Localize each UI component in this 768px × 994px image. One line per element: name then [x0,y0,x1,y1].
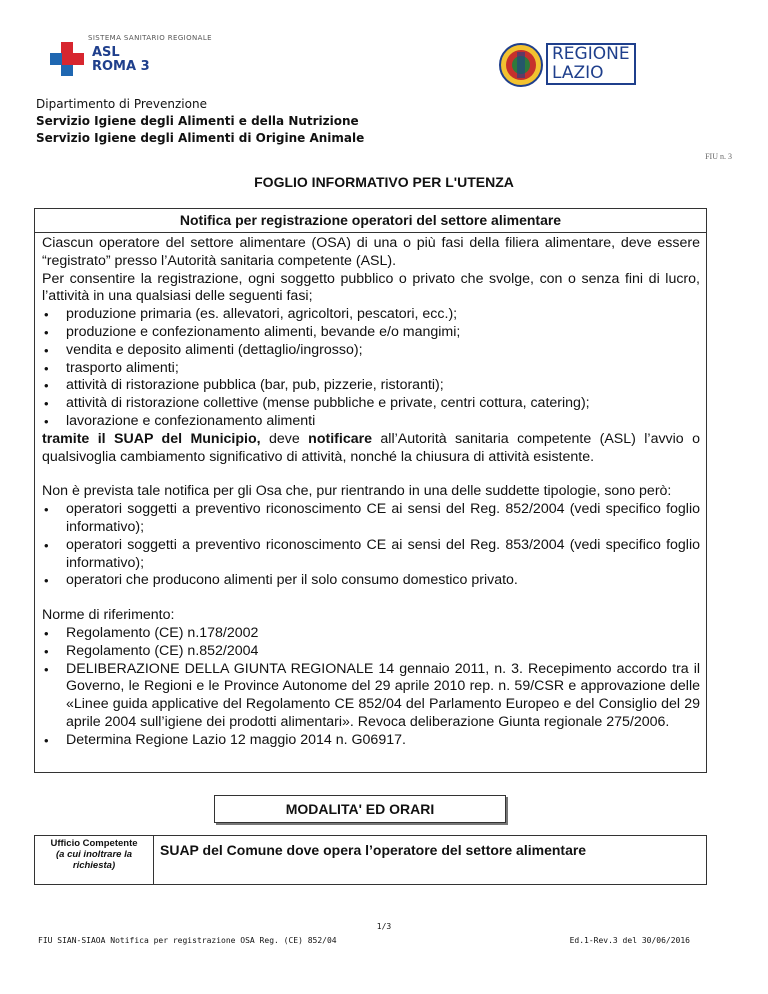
list-item: • produzione e confezionamento alimenti, bevande e/o mangimi; [66,324,700,342]
asl-line2: ROMA 3 [92,59,150,74]
ufficio-label-cell [35,836,154,884]
ufficio-sublabel: (a cui inoltrare la richiesta) [55,849,133,871]
page-title: FOGLIO INFORMATIVO PER L'UTENZA [254,174,514,190]
department-block [36,96,364,147]
list-item: • attività di ristorazione collettive (mense pubbliche e private, centri cottura, catering); [66,395,700,413]
exempt-intro: Non è prevista tale notifica per gli Osa che, pur rientrando in una delle suddette tipologie, sono però: [42,483,672,500]
refs-intro: Norme di riferimento: [42,607,175,624]
closing-paragraph [42,431,700,467]
ufficio-table [34,835,707,885]
list-item: • Regolamento (CE) n.178/2002 [66,625,700,643]
regione-line2: LAZIO [552,63,604,83]
list-item: • operatori che producono alimenti per il solo consumo domestico privato. [66,572,700,590]
intro-paragraph-2: Per consentire la registrazione, ogni soggetto pubblico o privato che svolge, con o senza fini di lucro, l’attività in una qualsiasi delle seguenti fasi; [42,270,700,305]
list-item: • lavorazione e confezionamento alimenti [66,413,700,431]
closing-rest: all’Autorità sanitaria competente (ASL) l’avvio o qualsivoglia cambiamento significativo di attività, nonché la chiusura di attività esistente. [42,430,700,465]
notice-body [35,233,706,750]
intro-paragraph-1: Ciascun operatore del settore alimentare (OSA) di una o più fasi della filiera alimentare, deve essere “registrato” presso l’Autorità sanitaria competente (ASL). [42,235,700,269]
notice-box [34,208,707,773]
lazio-wordmark [546,43,636,85]
list-item: • Determina Regione Lazio 12 maggio 2014 n. G06917. [66,732,700,750]
asl-system-text: SISTEMA SANITARIO REGIONALE [88,34,212,42]
notice-heading: Notifica per registrazione operatori del settore alimentare [35,209,706,233]
closing-mid: deve [260,430,309,447]
page-number: 1/3 [376,922,392,931]
activities-list [42,306,700,431]
suap-bold: tramite il SUAP del Municipio, [42,430,261,447]
list-item: • operatori soggetti a preventivo riconoscimento CE ai sensi del Reg. 852/2004 (vedi specifico foglio informativo); [66,501,700,537]
list-item: • attività di ristorazione pubblica (bar, pub, pizzerie, ristoranti); [66,377,700,395]
asl-line1: ASL [92,45,120,60]
refs-list [42,625,700,750]
fiu-reference: FIU n. 3 [705,152,732,161]
dept-line2: Servizio Igiene degli Alimenti e della Nutrizione [36,114,359,128]
footer-doc-ref: FIU SIAN-SIAOA Notifica per registrazione OSA Reg. (CE) 852/04 [38,936,337,945]
asl-cross-icon [48,40,86,78]
lazio-seal-icon [498,42,544,88]
asl-name [92,46,150,74]
list-item: • DELIBERAZIONE DELLA GIUNTA REGIONALE 14 gennaio 2011, n. 3. Recepimento accordo tra il Governo, le Regioni e le Province Autonome del 29 aprile 2010 rep. n. 59/CSR e approvazione delle «Linee guida applicative del Regolamento CE 852/04 del Parlamento Europeo e del Consiglio del 29 aprile 2004 sull’igiene dei prodotti alimentari». Revoca deliberazione Giunta regionale 275/2006. [66,661,700,732]
dept-line1: Dipartimento di Prevenzione [36,97,207,111]
regione-lazio-logo [498,42,658,88]
footer-edition: Ed.1-Rev.3 del 30/06/2016 [569,936,690,945]
dept-line3: Servizio Igiene degli Alimenti di Origine Animale [36,131,365,145]
ufficio-value: SUAP del Comune dove opera l’operatore del settore alimentare [160,842,587,858]
list-item: • produzione primaria (es. allevatori, agricoltori, pescatori, ecc.); [66,306,700,324]
list-item: • trasporto alimenti; [66,360,700,378]
asl-logo [48,34,228,84]
ufficio-label: Ufficio Competente [50,838,138,849]
regione-line1: REGIONE [552,44,630,64]
exempt-list [42,501,700,590]
list-item: • Regolamento (CE) n.852/2004 [66,643,700,661]
notify-bold: notificare [308,430,373,447]
list-item: • vendita e deposito alimenti (dettaglio/ingrosso); [66,342,700,360]
modalita-title: MODALITA' ED ORARI [214,795,506,823]
list-item: • operatori soggetti a preventivo riconoscimento CE ai sensi del Reg. 853/2004 (vedi specifico foglio informativo); [66,537,700,573]
